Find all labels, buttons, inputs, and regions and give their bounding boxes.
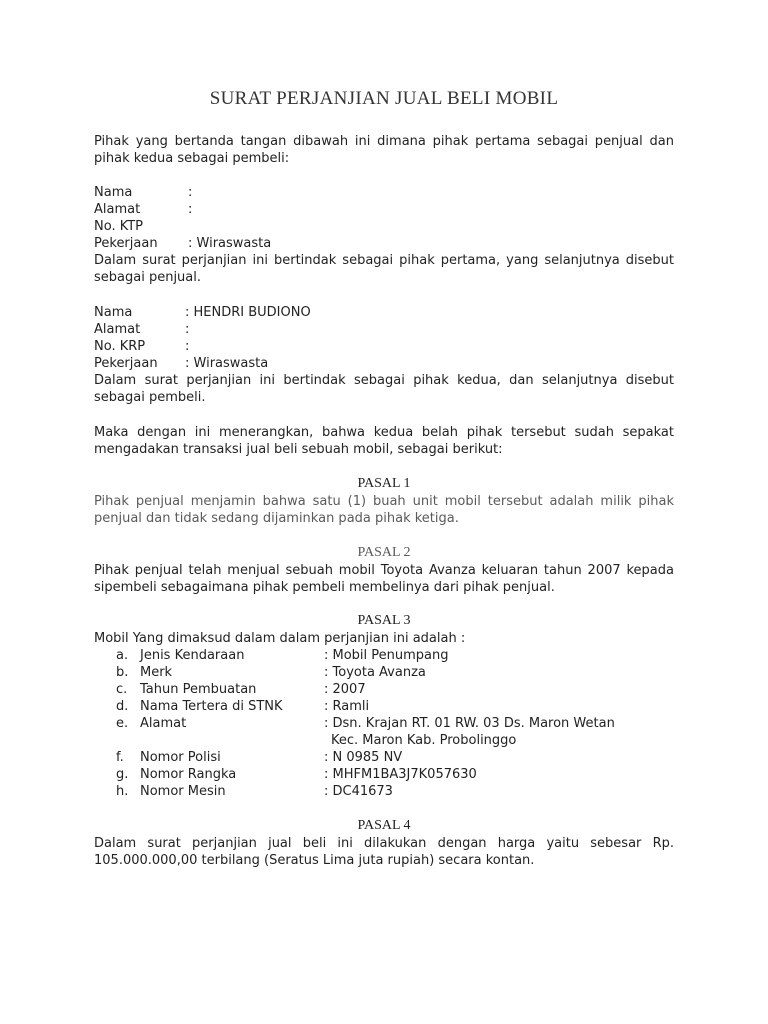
item-value-continued: Kec. Maron Kab. Probolinggo <box>331 733 517 748</box>
pasal3-heading: PASAL 3 <box>357 613 411 628</box>
party1-ktp-label: No. KTP <box>94 219 144 234</box>
statement-line-1: Maka dengan ini menerangkan, bahwa kedua belah pihak tersebut sudah sepakat <box>94 425 674 440</box>
party2-job-label: Pekerjaan <box>94 356 158 371</box>
pasal4-line-2: 105.000.000,00 terbilang (Seratus Lima juta rupiah) secara kontan. <box>94 853 535 868</box>
item-label: Tahun Pembuatan <box>140 682 257 697</box>
item-value: : 2007 <box>324 682 366 697</box>
party2-name-label: Nama <box>94 305 133 320</box>
item-label: Merk <box>140 665 173 680</box>
item-letter: c. <box>116 682 128 697</box>
party2-address-value: : <box>185 322 190 337</box>
item-value: : DC41673 <box>324 784 393 799</box>
item-letter: b. <box>116 665 129 680</box>
party1-job-label: Pekerjaan <box>94 236 158 251</box>
party2-krp-value: : <box>185 339 190 354</box>
item-label: Nomor Mesin <box>140 784 226 799</box>
party1-note-line-1: Dalam surat perjanjian ini bertindak sebagai pihak pertama, yang selanjutnya disebut <box>94 253 674 268</box>
item-letter: f. <box>116 750 124 765</box>
pasal2-line-2: sipembeli sebagaimana pihak pembeli membelinya dari pihak penjual. <box>94 580 555 595</box>
pasal1-line-2: penjual dan tidak sedang dijaminkan pada pihak ketiga. <box>94 511 459 526</box>
item-letter: a. <box>116 648 129 663</box>
party1-address-label: Alamat <box>94 202 141 217</box>
party1-job-value: : Wiraswasta <box>188 236 272 251</box>
party2-address-label: Alamat <box>94 322 141 337</box>
party2-job-value: : Wiraswasta <box>185 356 269 371</box>
party1-name-value: : <box>188 185 193 200</box>
item-value: : MHFM1BA3J7K057630 <box>324 767 477 782</box>
item-label: Nomor Polisi <box>140 750 221 765</box>
party1-address-value: : <box>188 202 193 217</box>
item-letter: e. <box>116 716 129 731</box>
intro-line-2: pihak kedua sebagai pembeli: <box>94 151 290 166</box>
item-value: : Dsn. Krajan RT. 01 RW. 03 Ds. Maron Wetan <box>324 716 615 731</box>
item-letter: h. <box>116 784 129 799</box>
item-label: Jenis Kendaraan <box>140 648 245 663</box>
pasal3-intro: Mobil Yang dimaksud dalam dalam perjanjian ini adalah : <box>94 631 466 646</box>
party2-name-value: : HENDRI BUDIONO <box>185 305 311 320</box>
party2-krp-label: No. KRP <box>94 339 146 354</box>
intro-line-1: Pihak yang bertanda tangan dibawah ini dimana pihak pertama sebagai penjual dan <box>94 134 674 149</box>
statement-line-2: mengadakan transaksi jual beli sebuah mobil, sebagai berikut: <box>94 442 503 457</box>
pasal1-heading: PASAL 1 <box>357 476 411 491</box>
item-value: : Mobil Penumpang <box>324 648 449 663</box>
pasal2-heading: PASAL 2 <box>357 545 411 560</box>
pasal4-line-1: Dalam surat perjanjian jual beli ini dilakukan dengan harga yaitu sebesar Rp. <box>94 836 674 851</box>
pasal1-line-1: Pihak penjual menjamin bahwa satu (1) buah unit mobil tersebut adalah milik pihak <box>94 494 674 509</box>
pasal2-line-1: Pihak penjual telah menjual sebuah mobil Toyota Avanza keluaran tahun 2007 kepada <box>94 563 674 578</box>
item-value: : Ramli <box>324 699 370 714</box>
item-letter: g. <box>116 767 129 782</box>
party1-note-line-2: sebagai penjual. <box>94 270 202 285</box>
item-label: Nomor Rangka <box>140 767 237 782</box>
item-label: Alamat <box>140 716 187 731</box>
document-title: SURAT PERJANJIAN JUAL BELI MOBIL <box>209 88 559 109</box>
party2-note-line-1: Dalam surat perjanjian ini bertindak sebagai pihak kedua, dan selanjutnya disebut <box>94 373 674 388</box>
item-value: : Toyota Avanza <box>324 665 426 680</box>
item-value: : N 0985 NV <box>324 750 403 765</box>
party1-name-label: Nama <box>94 185 133 200</box>
item-letter: d. <box>116 699 129 714</box>
pasal4-heading: PASAL 4 <box>357 818 411 833</box>
item-label: Nama Tertera di STNK <box>140 699 283 714</box>
party2-note-line-2: sebagai pembeli. <box>94 390 206 405</box>
